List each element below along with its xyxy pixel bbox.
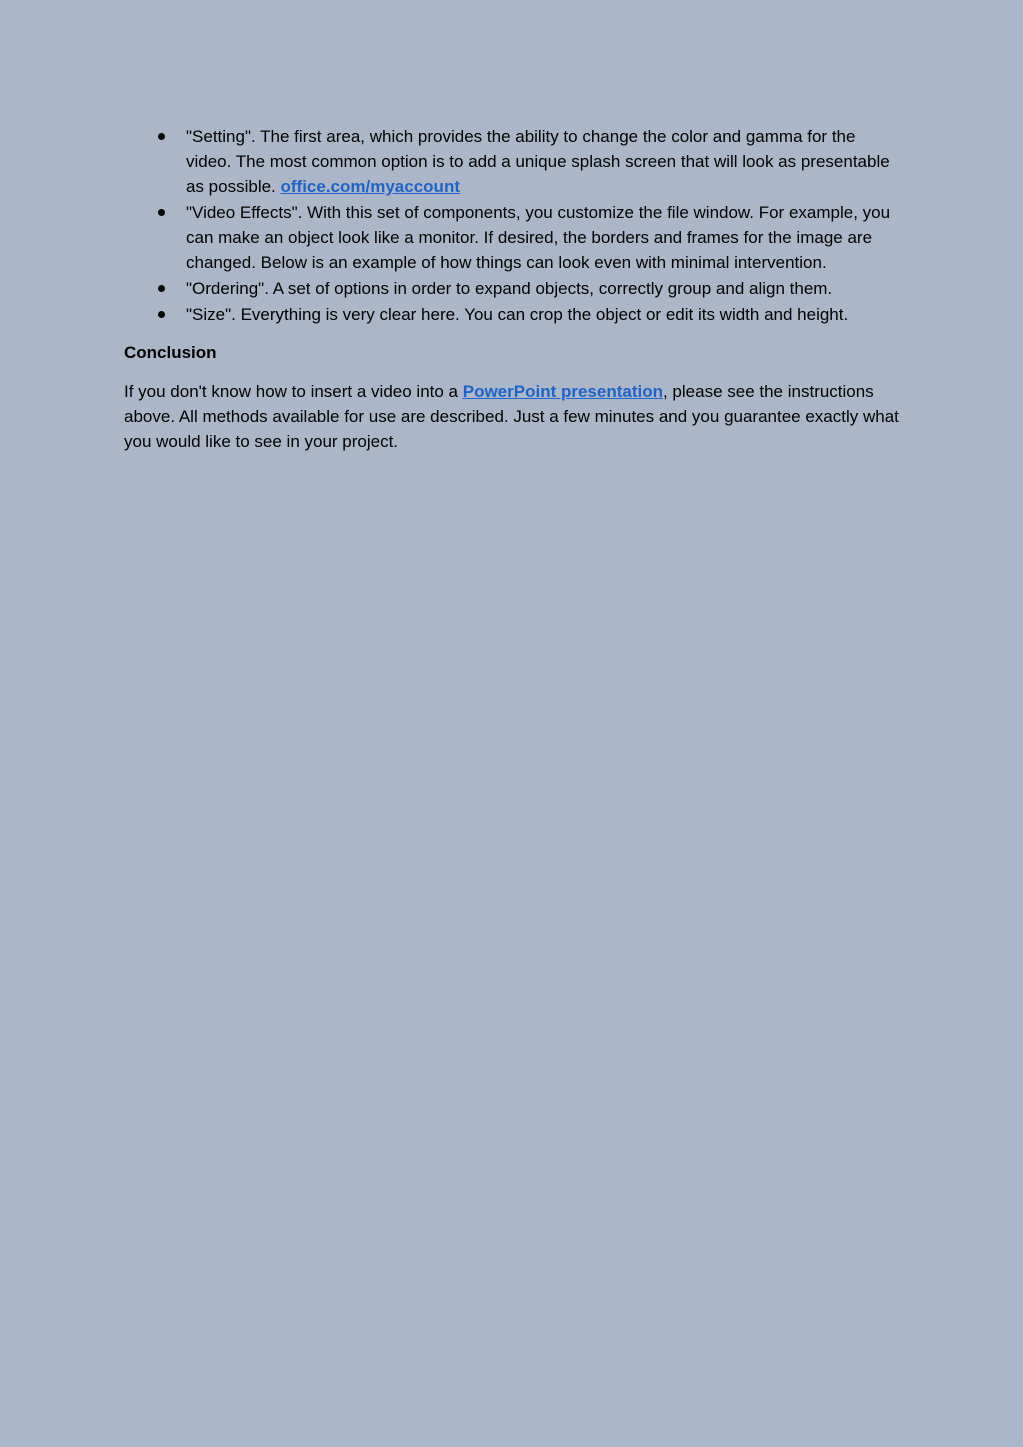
- list-item-setting: [124, 124, 899, 199]
- list-item-size: [124, 302, 899, 327]
- list-item-text: "Setting". The first area, which provides the ability to change the color and gamma for the video. The most common option is to add a unique splash screen that will look as presentable as possible.: [186, 127, 890, 196]
- list-item-text: "Video Effects". With this set of components, you customize the file window. For example, you can make an object look like a monitor. If desired, the borders and frames for the image are changed. Below is an example of how things can look even with minimal intervention.: [186, 203, 891, 272]
- conclusion-paragraph: [124, 379, 899, 454]
- bullet-icon: [158, 285, 165, 292]
- powerpoint-presentation-link[interactable]: PowerPoint presentation: [462, 382, 663, 401]
- list-item-text: "Ordering". A set of options in order to expand objects, correctly group and align them.: [186, 279, 833, 298]
- conclusion-text-before: If you don't know how to insert a video into a: [124, 382, 463, 401]
- document-content: [124, 124, 899, 454]
- conclusion-text-after: , please see the instructions above. All methods available for use are described. Just a few minutes and you guarantee exactly what you would like to see in your project.: [124, 382, 899, 451]
- list-item-text: "Size". Everything is very clear here. You can crop the object or edit its width and height.: [186, 305, 849, 324]
- bullet-icon: [158, 311, 165, 318]
- conclusion-heading: Conclusion: [124, 343, 217, 362]
- list-item-ordering: [124, 276, 899, 301]
- feature-list: [124, 124, 899, 327]
- bullet-icon: [158, 209, 165, 216]
- office-account-link[interactable]: office.com/myaccount: [280, 177, 460, 196]
- bullet-icon: [158, 133, 165, 140]
- list-item-video-effects: [124, 200, 899, 275]
